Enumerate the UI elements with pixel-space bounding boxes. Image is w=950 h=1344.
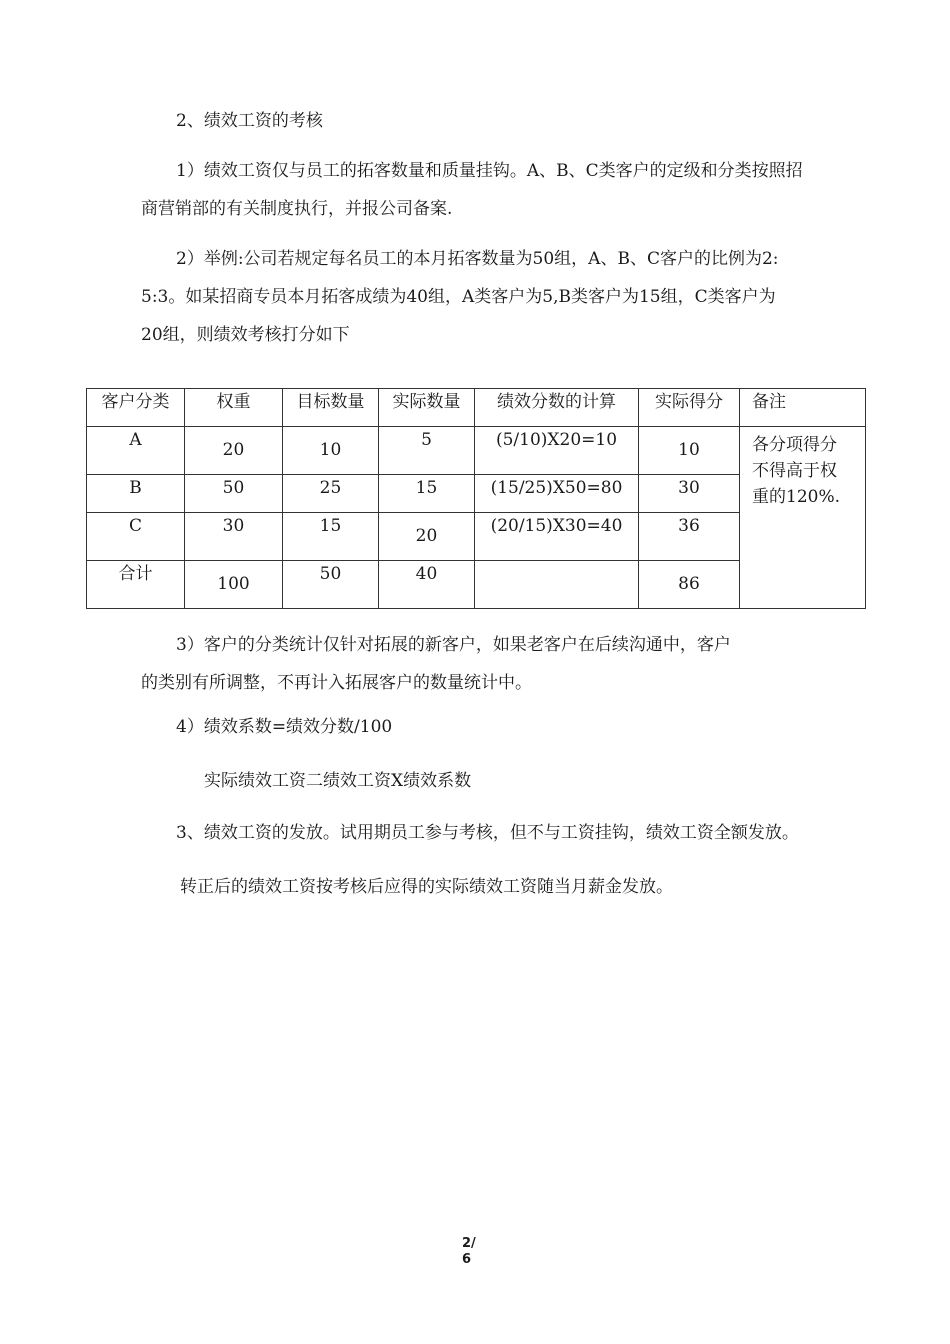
table-cell: 20 — [185, 427, 283, 475]
note-line: 重的120%. — [752, 487, 841, 507]
table-cell: 36 — [639, 513, 740, 561]
paragraph-5-line-1: 3、绩效工资的发放。试用期员工参与考核，但不与工资挂钩，绩效工资全额发放。 — [176, 823, 799, 843]
header-cell: 权重 — [185, 389, 283, 427]
page-number-bottom: 6 — [462, 1252, 472, 1267]
paragraph-1-line-1: 1）绩效工资仅与员工的拓客数量和质量挂钩。A、B、C类客户的定级和分类按照招 — [176, 161, 803, 181]
paragraph-2-line-3: 20组，则绩效考核打分如下 — [141, 325, 350, 345]
paragraph-1-line-2: 商营销部的有关制度执行，并报公司备案. — [141, 199, 453, 219]
table-cell: C — [87, 513, 185, 561]
note-cell — [740, 427, 866, 609]
table-cell: 5 — [379, 427, 475, 475]
paragraph-5-line-2: 转正后的绩效工资按考核后应得的实际绩效工资随当月薪金发放。 — [180, 877, 673, 897]
table-cell: 30 — [639, 475, 740, 513]
table-row — [87, 427, 866, 475]
table-cell: 10 — [639, 427, 740, 475]
paragraph-3-line-1: 3）客户的分类统计仅针对拓展的新客户，如果老客户在后续沟通中，客户 — [176, 635, 731, 655]
page-number — [462, 1236, 476, 1268]
table-cell: 合计 — [87, 561, 185, 609]
paragraph-3-line-2: 的类别有所调整，不再计入拓展客户的数量统计中。 — [141, 673, 532, 693]
table-cell: (5/10)X20=10 — [475, 427, 639, 475]
header-cell: 客户分类 — [87, 389, 185, 427]
page-number-top: 2/ — [462, 1236, 476, 1251]
paragraph-4-line-1: 4）绩效系数=绩效分数/100 — [176, 717, 393, 737]
header-cell: 备注 — [740, 389, 866, 427]
table-cell: 10 — [283, 427, 379, 475]
table-header-row — [87, 389, 866, 427]
table-cell: (20/15)X30=40 — [475, 513, 639, 561]
paragraph-4-line-2: 实际绩效工资二绩效工资X绩效系数 — [204, 771, 472, 791]
table-cell: 86 — [639, 561, 740, 609]
paragraph-2-line-2: 5:3。如某招商专员本月拓客成绩为40组，A类客户为5,B类客户为15组，C类客户为 — [141, 287, 776, 307]
table-cell: A — [87, 427, 185, 475]
table-cell: 20 — [379, 513, 475, 561]
header-cell: 实际数量 — [379, 389, 475, 427]
table-cell: 50 — [283, 561, 379, 609]
table-cell: 15 — [379, 475, 475, 513]
table-cell: B — [87, 475, 185, 513]
header-cell: 目标数量 — [283, 389, 379, 427]
paragraph-2-line-1: 2）举例:公司若规定每名员工的本月拓客数量为50组，A、B、C客户的比例为2: — [176, 249, 779, 269]
table-cell — [475, 561, 639, 609]
note-line: 不得高于权 — [752, 461, 837, 481]
table-cell: 100 — [185, 561, 283, 609]
table-cell: 15 — [283, 513, 379, 561]
table-cell: 40 — [379, 561, 475, 609]
section-title: 2、绩效工资的考核 — [176, 111, 323, 131]
table-cell: (15/25)X50=80 — [475, 475, 639, 513]
performance-table — [86, 388, 866, 609]
header-cell: 绩效分数的计算 — [475, 389, 639, 427]
header-cell: 实际得分 — [639, 389, 740, 427]
table-cell: 50 — [185, 475, 283, 513]
table-cell: 30 — [185, 513, 283, 561]
note-line: 各分项得分 — [752, 435, 837, 455]
table-cell: 25 — [283, 475, 379, 513]
